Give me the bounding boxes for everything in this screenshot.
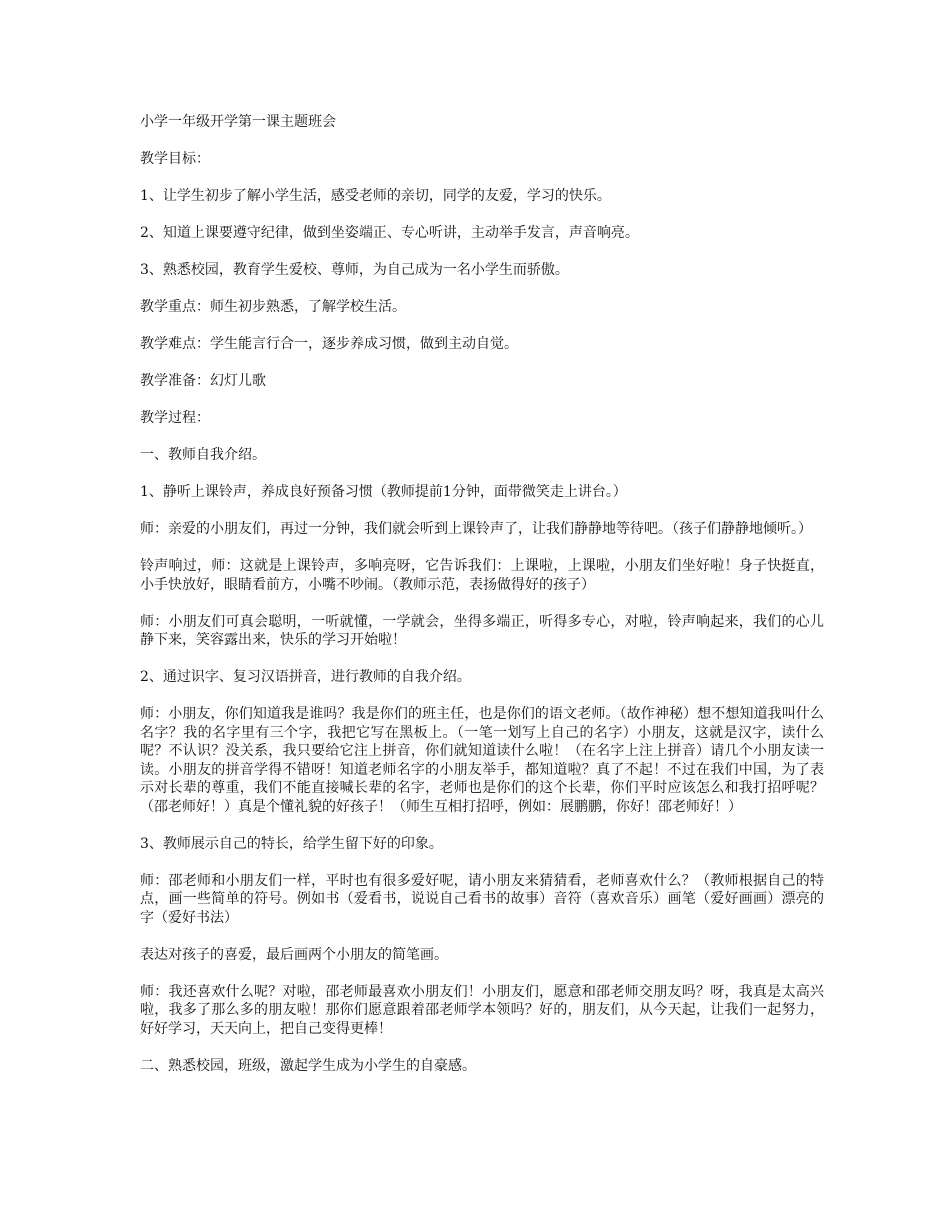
paragraph: 3、熟悉校园，教育学生爱校、尊师，为自己成为一名小学生而骄傲。 xyxy=(140,262,569,278)
paragraph: 二、熟悉校园，班级，激起学生成为小学生的自豪感。 xyxy=(140,1057,476,1074)
document-title: 小学一年级开学第一课主题班会 xyxy=(140,114,336,130)
paragraph: 1、让学生初步了解小学生活，感受老师的亲切，同学的友爱，学习的快乐。 xyxy=(140,188,611,204)
paragraph: 教学过程： xyxy=(140,410,210,426)
paragraph: 教学难点：学生能言行合一，逐步养成习惯，做到主动自觉。 xyxy=(140,336,518,352)
paragraph: 师：小朋友，你们知道我是谁吗？我是你们的班主任，也是你们的语文老师。（故作神秘）想不想知道我叫什么名字？我的名字里有三个字，我把它写在黑板上。（一笔一划写上自己的名字）小朋友，这就是汉字，读什么呢？不认识？没关系，我只要给它注上拼音，你们就知道读什么啦！（在名字上注上拼音）请几个小朋友读一读。小朋友的拼音学得不错呀！知道老师名字的小朋友举手，都知道啦？真了不起！不过在我们中国，为了表示对长辈的尊重，我们不能直接喊长辈的名字，老师也是你们的这个长辈，你们平时应该怎么和我打招呼呢？（邵老师好！）真是个懂礼貌的好孩子！（师生互相打招呼，例如：展鹏鹏，你好！邵老师好！） xyxy=(140,706,824,815)
paragraph: 教学目标： xyxy=(140,151,210,167)
paragraph: 1、静听上课铃声，养成良好预备习惯（教师提前1分钟，面带微笑走上讲台。） xyxy=(140,484,627,500)
document-page xyxy=(140,113,824,1094)
paragraph: 师：亲爱的小朋友们，再过一分钟，我们就会听到上课铃声了，让我们静静地等待吧。（孩子们静静地倾听。） xyxy=(140,521,812,537)
paragraph: 师：邵老师和小朋友们一样，平时也有很多爱好呢，请小朋友来猜猜看，老师喜欢什么？（教师根据自己的特点，画一些简单的符号。例如书（爱看书，说说自己看书的故事）音符（喜欢音乐）画笔（爱好画画）漂亮的字（爱好书法） xyxy=(140,872,824,926)
paragraph: 师：小朋友们可真会聪明，一听就懂，一学就会，坐得多端正，听得多专心，对啦，铃声响起来，我们的心儿静下来，笑容露出来，快乐的学习开始啦！ xyxy=(140,613,824,648)
paragraph: 一、教师自我介绍。 xyxy=(140,447,266,463)
paragraph: 师：我还喜欢什么呢？对啦，邵老师最喜欢小朋友们！小朋友们，愿意和邵老师交朋友吗？呀，我真是太高兴啦，我多了那么多的朋友啦！那你们愿意跟着邵老师学本领吗？好的，朋友们，从今天起，让我们一起努力，好好学习，天天向上，把自己变得更棒！ xyxy=(140,983,824,1037)
paragraph: 2、通过识字、复习汉语拼音，进行教师的自我介绍。 xyxy=(140,669,471,685)
paragraph: 教学准备：幻灯儿歌 xyxy=(140,373,266,389)
paragraph: 教学重点：师生初步熟悉，了解学校生活。 xyxy=(140,299,406,315)
paragraph: 表达对孩子的喜爱，最后画两个小朋友的简笔画。 xyxy=(140,946,448,963)
paragraph: 3、教师展示自己的特长，给学生留下好的印象。 xyxy=(140,835,443,852)
paragraph: 2、知道上课要遵守纪律，做到坐姿端正、专心听讲，主动举手发言，声音响亮。 xyxy=(140,225,639,241)
paragraph: 铃声响过，师：这就是上课铃声，多响亮呀，它告诉我们：上课啦，上课啦，小朋友们坐好啦！身子快挺直，小手快放好，眼睛看前方，小嘴不吵闹。（教师示范，表扬做得好的孩子） xyxy=(140,558,824,593)
